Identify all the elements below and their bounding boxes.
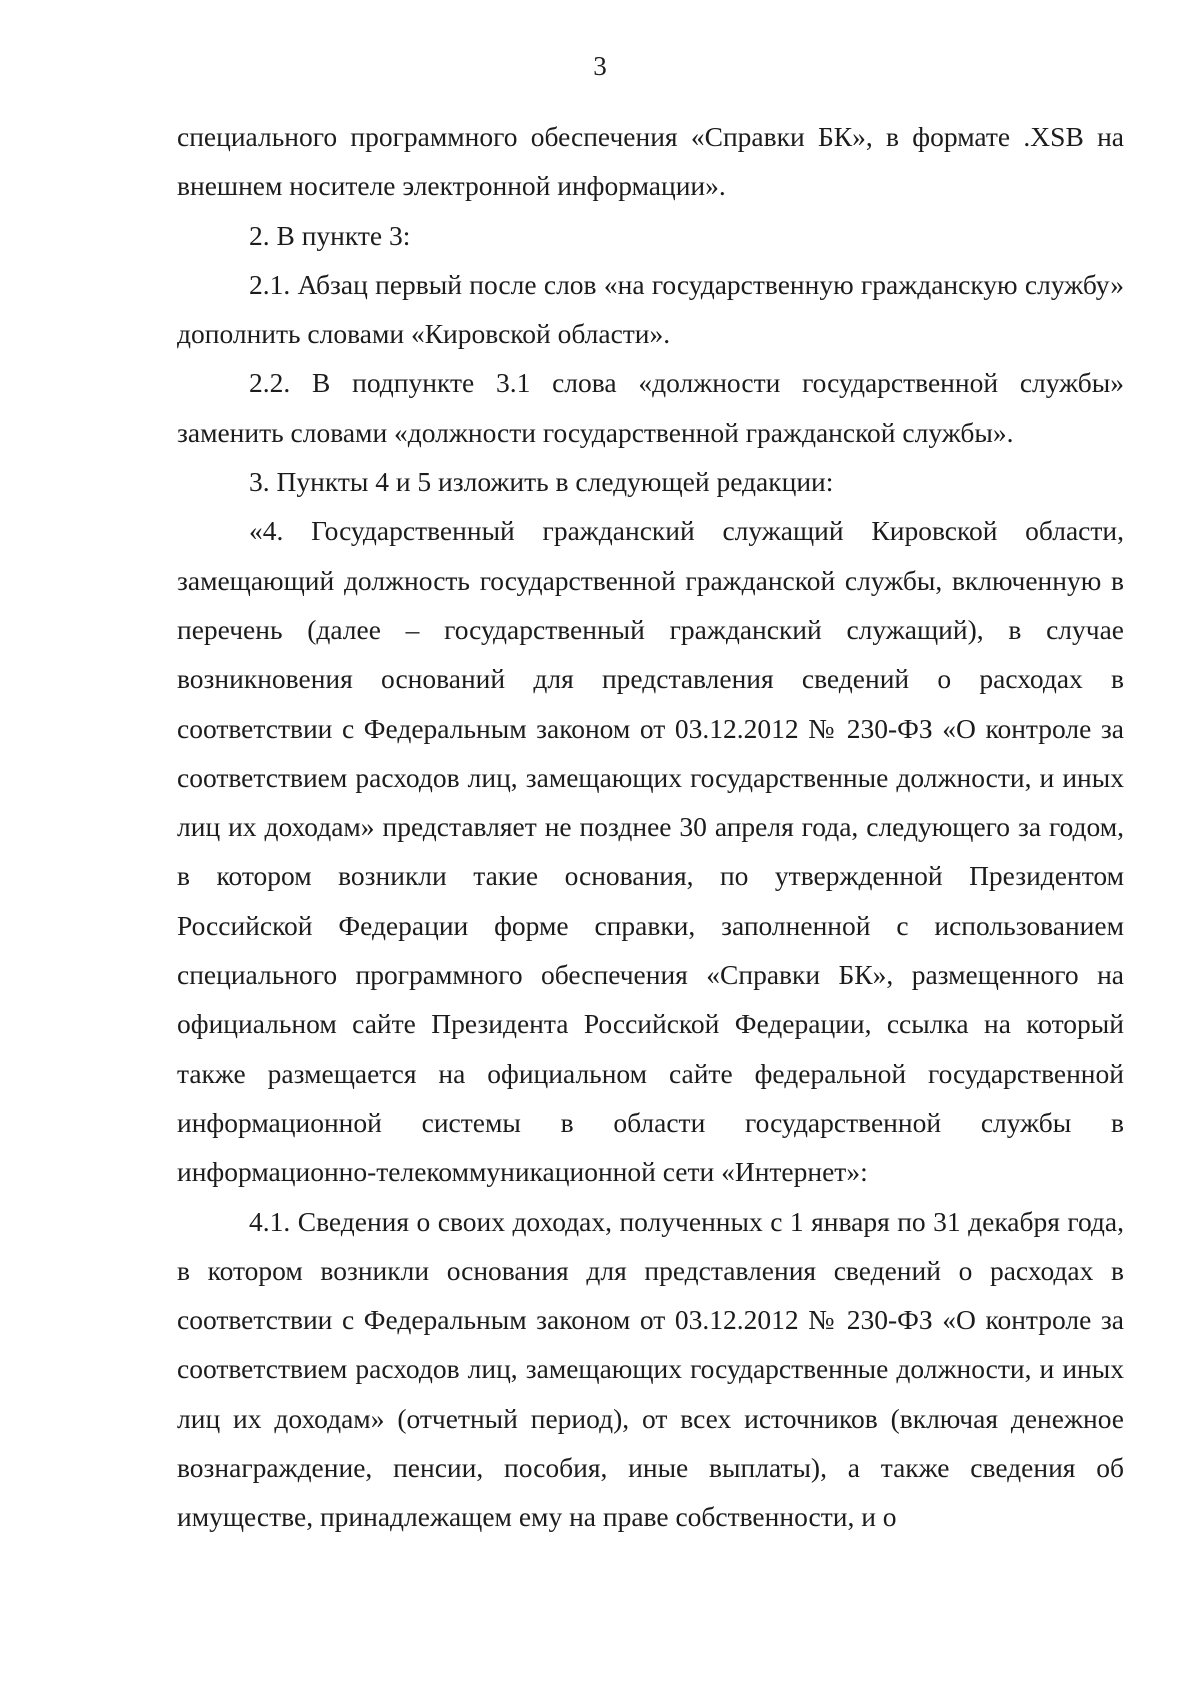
paragraph-item-2: 2. В пункте 3: xyxy=(249,219,411,251)
paragraph-item-2-1: 2.1. Абзац первый после слов «на государственную гражданскую службу» дополнить словами «Кировской области». xyxy=(177,268,1124,350)
document-body xyxy=(177,112,1124,1542)
paragraph-item-2-2: 2.2. В подпункте 3.1 слова «должности государственной службы» заменить словами «должности государственной гражданской службы». xyxy=(177,367,1124,448)
paragraph-item-4-1: 4.1. Сведения о своих доходах, полученных с 1 января по 31 декабря года, в котором возникли основания для представления сведений о расходах в соответствии с Федеральным законом от 03.12.2012 № 230-ФЗ «О контроле за соответствием расходов лиц, замещающих государственные должности, и иных лиц их доходам» (отчетный период), от всех источников (включая денежное вознаграждение, пенсии, пособия, иные выплаты), а также сведения об имуществе, принадлежащем ему на праве собственности, и о xyxy=(177,1205,1124,1533)
page-number: 3 xyxy=(593,51,607,81)
paragraph-continuation: специального программного обеспечения «Справки БК», в формате .XSB на внешнем носителе электронной информации». xyxy=(177,121,1124,202)
paragraph-item-3: 3. Пункты 4 и 5 изложить в следующей редакции: xyxy=(249,466,834,498)
paragraph-item-4: «4. Государственный гражданский служащий Кировской области, замещающий должность государственной гражданской службы, включенную в перечень (далее – государственный гражданский служащий), в случае возникновения оснований для представления сведений о расходах в соответствии с Федеральным законом от 03.12.2012 № 230-ФЗ «О контроле за соответствием расходов лиц, замещающих государственные должности, и иных лиц их доходам» представляет не позднее 30 апреля года, следующего за годом, в котором возникли такие основания, по утвержденной Президентом Российской Федерации форме справки, заполненной с использованием специального программного обеспечения «Справки БК», размещенного на официальном сайте Президента Российской Федерации, ссылка на который также размещается на официальном сайте федеральной государственной информационной системы в области государственной службы в информационно-телекоммуникационной сети «Интернет»: xyxy=(177,515,1124,1188)
